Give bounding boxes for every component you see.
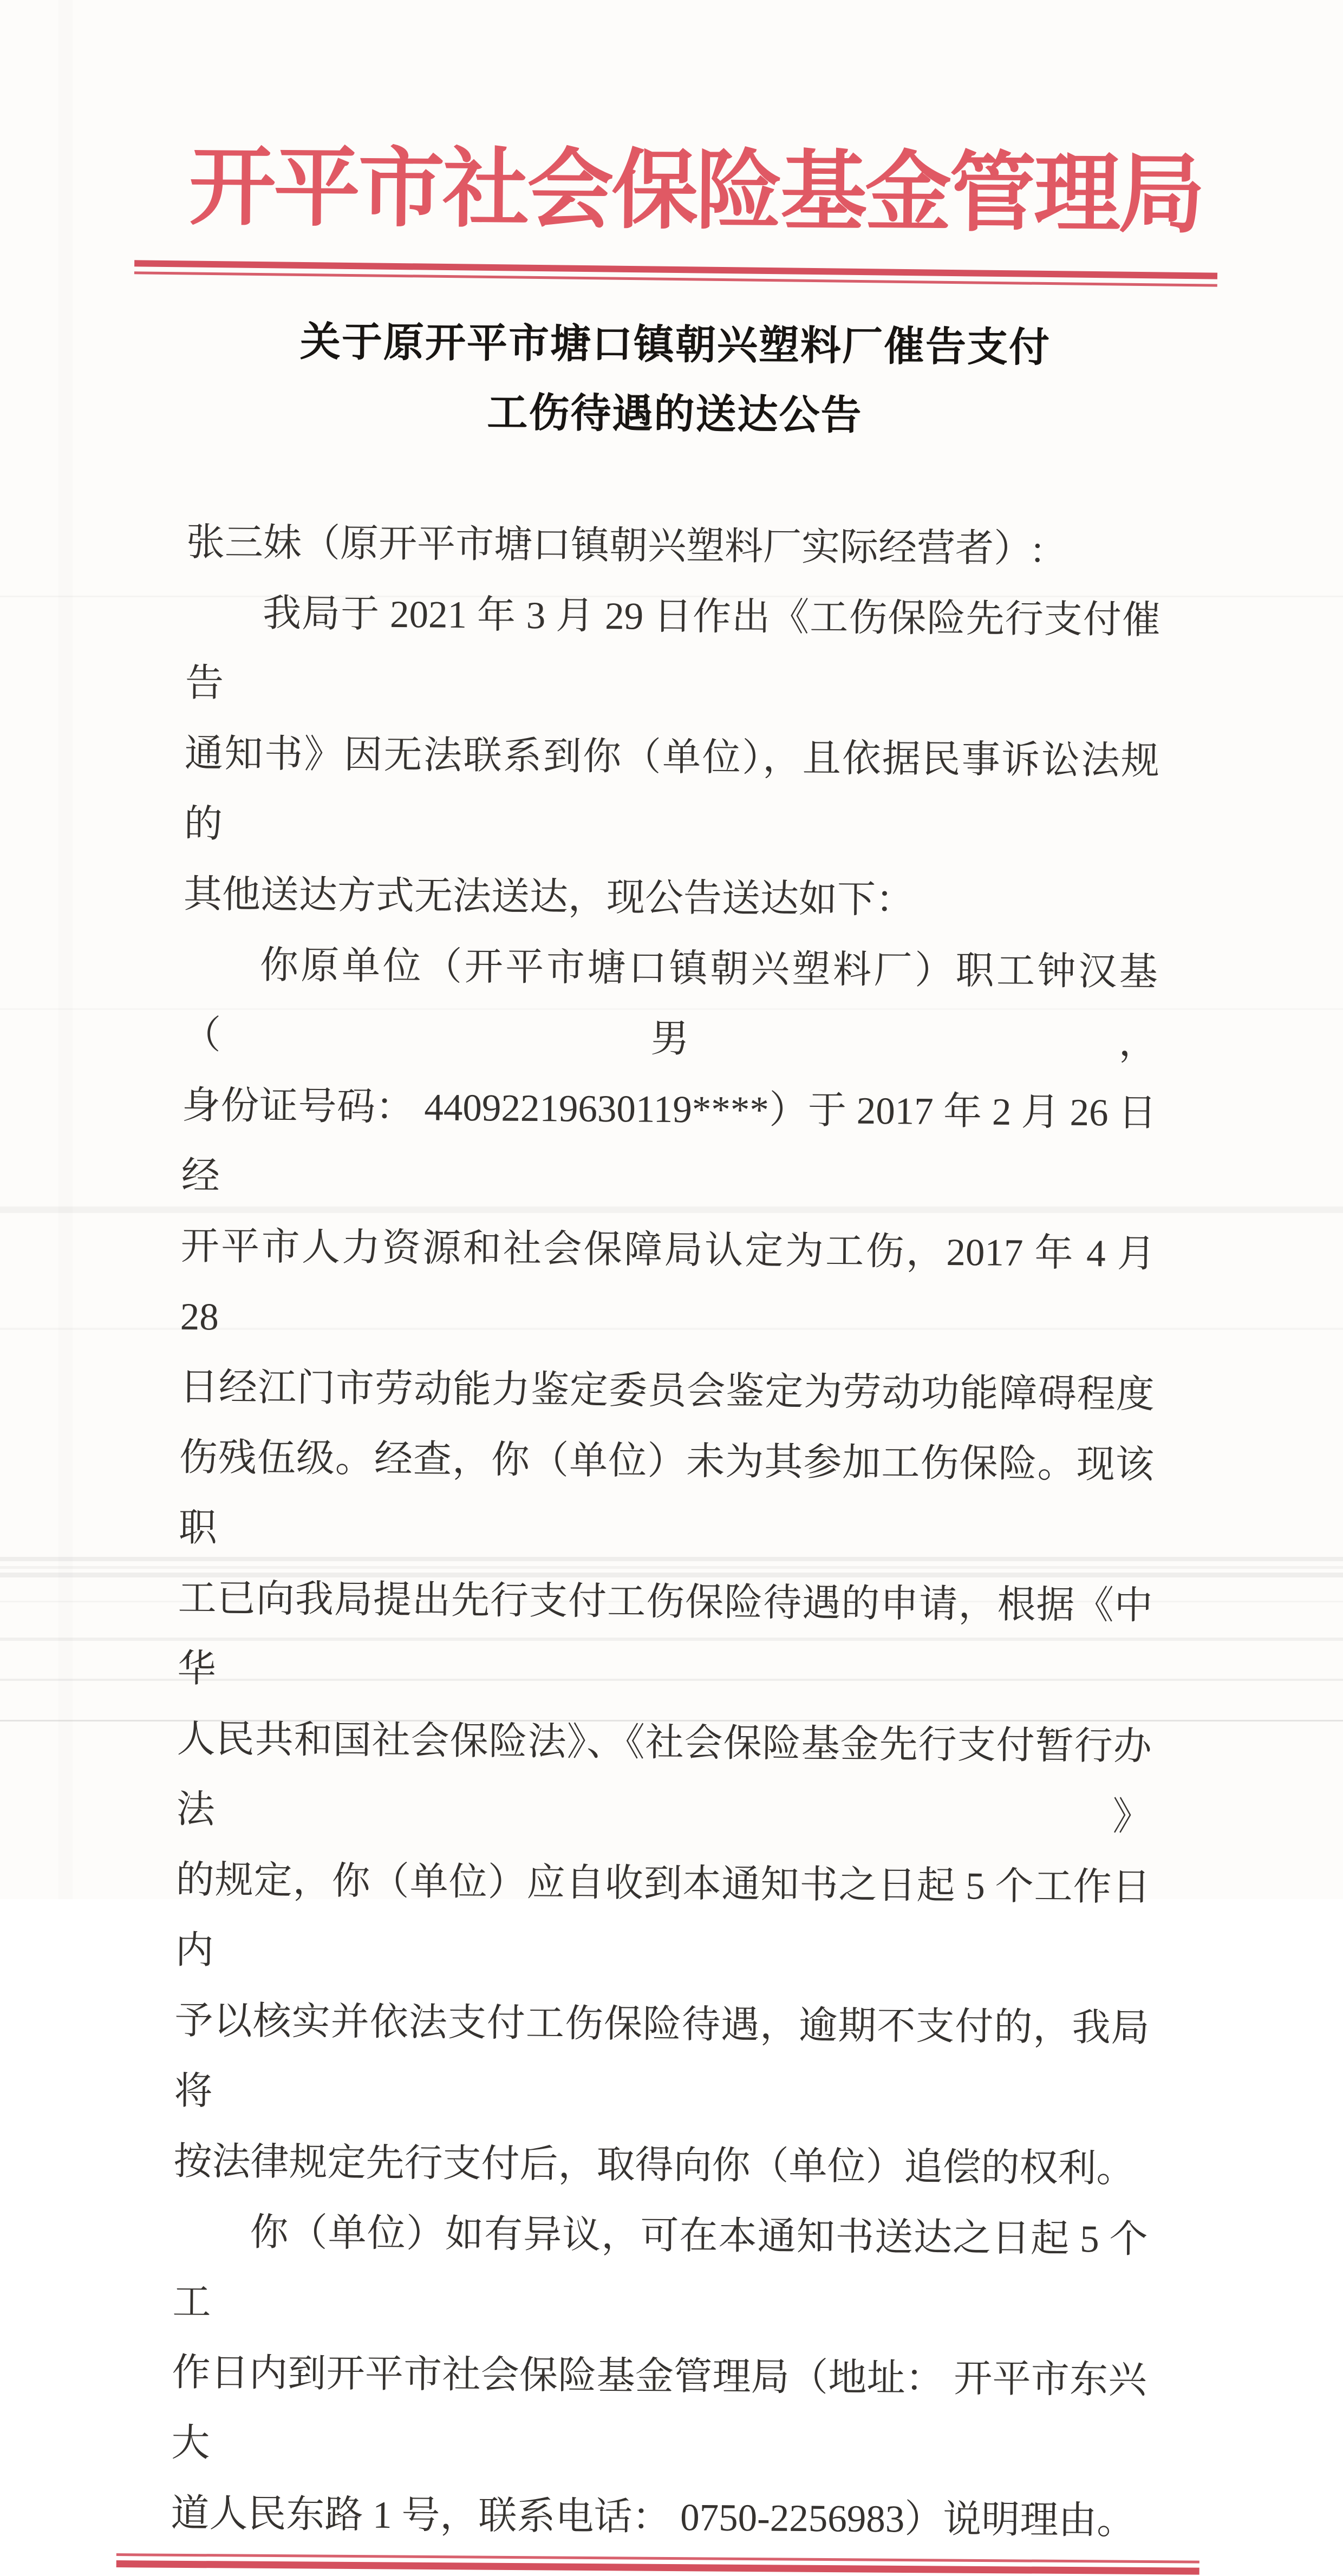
document-line: 伤残伍级。经查，你（单位）未为其参加工伤保险。现该职 xyxy=(178,1436,1155,1550)
document-title-line2: 工伤待遇的送达公告 xyxy=(487,390,863,439)
document-line: 我局于 2021 年 3 月 29 日作出《工伤保险先行支付催告 xyxy=(185,592,1161,705)
scan-artifact xyxy=(58,0,73,1899)
document-line: 你原单位（开平市塘口镇朝兴塑料厂）职工钟汉基（男， xyxy=(182,944,1158,1065)
document-line: 予以核实并依法支付工伤保险待遇，逾期不支付的，我局将 xyxy=(174,1999,1150,2113)
document-body xyxy=(171,507,1162,2557)
document-line: 其他送达方式无法送达，现公告送达如下： xyxy=(183,873,915,922)
document-line: 道人民东路 1 号，联系电话： 0750-2256983）说明理由。 xyxy=(171,2492,1136,2542)
document-line: 通知书》因无法联系到你（单位），且依据民事诉讼法规的 xyxy=(184,732,1160,846)
document-line: 你（单位）如有异议，可在本通知书送达之日起 5 个工 xyxy=(172,2211,1148,2324)
document-line: 按法律规定先行支付后，取得向你（单位）追偿的权利。 xyxy=(173,2140,1135,2190)
document-line: 作日内到开平市社会保险基金管理局（地址： 开平市东兴大 xyxy=(171,2351,1147,2465)
document-line: 开平市人力资源和社会保障局认定为工伤，2017 年 4 月 28 xyxy=(180,1225,1156,1339)
header-rule-thick xyxy=(134,260,1217,279)
scanned-content xyxy=(171,131,1203,2575)
document-line: 人民共和国社会保险法》、《社会保险基金先行支付暂行办法》 xyxy=(176,1718,1152,1838)
footer-divider xyxy=(116,2553,1199,2575)
header-divider xyxy=(134,260,1217,286)
document-title xyxy=(187,307,1163,453)
document-line: 日经江门市劳动能力鉴定委员会鉴定为劳动功能障碍程度 xyxy=(179,1366,1155,1416)
document-line: 工已向我局提出先行支付工伤保险待遇的申请，根据《中华 xyxy=(177,1577,1153,1691)
agency-masthead: 开平市社会保险基金管理局 xyxy=(188,139,1203,244)
document-line: 张三妹（原开平市塘口镇朝兴塑料厂实际经营者）: xyxy=(186,521,1044,571)
document-line: 身份证号码： 44092219630119****）于 2017 年 2 月 26 日经 xyxy=(181,1084,1157,1198)
document-line: 的规定，你（单位）应自收到本通知书之日起 5 个工作日内 xyxy=(175,1858,1151,1972)
document-title-line1: 关于原开平市塘口镇朝兴塑料厂催告支付 xyxy=(299,319,1051,371)
footer-rule-thick xyxy=(116,2560,1199,2575)
